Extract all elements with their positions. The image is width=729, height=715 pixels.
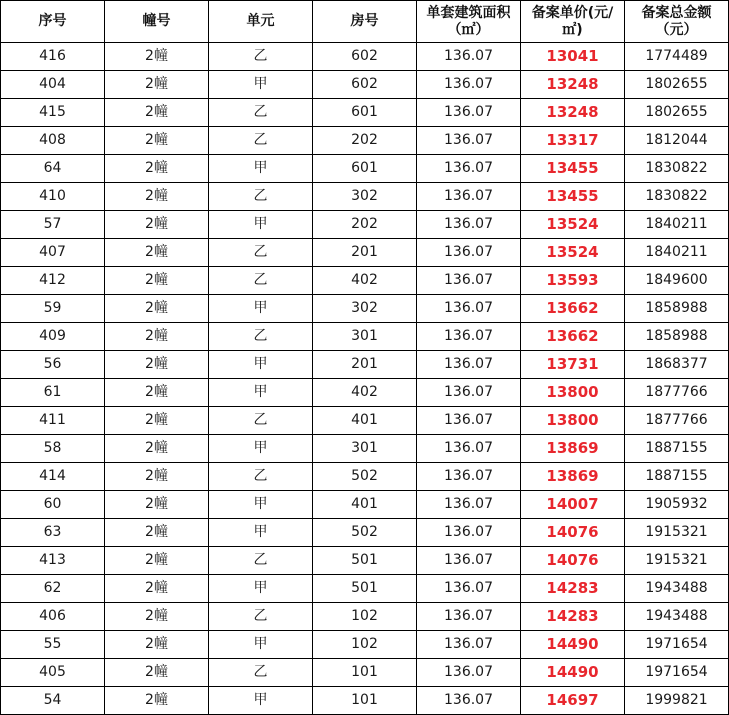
cell-building: 2幢 (105, 575, 209, 603)
cell-building: 2幢 (105, 491, 209, 519)
cell-building: 2幢 (105, 183, 209, 211)
cell-unit: 甲 (209, 211, 313, 239)
cell-building: 2幢 (105, 43, 209, 71)
header-price-unit: ㎡) (562, 21, 583, 38)
header-price-label: 备案单价(元/ (531, 4, 614, 21)
cell-seq: 63 (1, 519, 105, 547)
cell-price: 14490 (521, 631, 625, 659)
cell-seq: 56 (1, 351, 105, 379)
header-seq (1, 1, 105, 43)
cell-price: 13524 (521, 211, 625, 239)
cell-room: 202 (313, 211, 417, 239)
cell-area: 136.07 (417, 659, 521, 687)
header-building (105, 1, 209, 43)
cell-unit: 甲 (209, 631, 313, 659)
cell-price: 14283 (521, 603, 625, 631)
header-area-label: 单套建筑面积 (426, 4, 511, 21)
cell-seq: 412 (1, 267, 105, 295)
cell-total: 1868377 (625, 351, 729, 379)
table-body (1, 43, 729, 715)
cell-seq: 64 (1, 155, 105, 183)
cell-seq: 404 (1, 71, 105, 99)
table-row (1, 659, 729, 687)
cell-room: 201 (313, 239, 417, 267)
header-total-unit: （元） (655, 21, 698, 38)
table-row (1, 71, 729, 99)
table-row (1, 351, 729, 379)
cell-seq: 55 (1, 631, 105, 659)
cell-total: 1802655 (625, 99, 729, 127)
cell-area: 136.07 (417, 407, 521, 435)
cell-total: 1877766 (625, 379, 729, 407)
cell-price: 13248 (521, 99, 625, 127)
cell-building: 2幢 (105, 71, 209, 99)
cell-area: 136.07 (417, 295, 521, 323)
header-seq-label: 序号 (38, 13, 67, 29)
cell-unit: 甲 (209, 575, 313, 603)
cell-seq: 410 (1, 183, 105, 211)
cell-price: 13455 (521, 183, 625, 211)
table-row (1, 239, 729, 267)
cell-unit: 乙 (209, 659, 313, 687)
cell-room: 502 (313, 519, 417, 547)
cell-total: 1840211 (625, 211, 729, 239)
table-row (1, 127, 729, 155)
cell-price: 13455 (521, 155, 625, 183)
cell-unit: 甲 (209, 351, 313, 379)
cell-room: 102 (313, 631, 417, 659)
cell-total: 1802655 (625, 71, 729, 99)
cell-unit: 甲 (209, 155, 313, 183)
table-row (1, 295, 729, 323)
cell-building: 2幢 (105, 463, 209, 491)
cell-building: 2幢 (105, 267, 209, 295)
cell-building: 2幢 (105, 659, 209, 687)
cell-building: 2幢 (105, 211, 209, 239)
cell-area: 136.07 (417, 155, 521, 183)
cell-seq: 413 (1, 547, 105, 575)
table-row (1, 43, 729, 71)
header-area-unit: （㎡） (447, 21, 490, 38)
cell-building: 2幢 (105, 547, 209, 575)
cell-seq: 406 (1, 603, 105, 631)
header-price (521, 1, 625, 43)
cell-room: 401 (313, 407, 417, 435)
cell-seq: 415 (1, 99, 105, 127)
cell-room: 402 (313, 379, 417, 407)
cell-price: 14283 (521, 575, 625, 603)
cell-area: 136.07 (417, 211, 521, 239)
cell-area: 136.07 (417, 99, 521, 127)
cell-building: 2幢 (105, 295, 209, 323)
cell-seq: 407 (1, 239, 105, 267)
cell-room: 501 (313, 547, 417, 575)
table-row (1, 631, 729, 659)
cell-room: 602 (313, 71, 417, 99)
cell-area: 136.07 (417, 435, 521, 463)
cell-unit: 乙 (209, 239, 313, 267)
header-unit (209, 1, 313, 43)
cell-price: 14007 (521, 491, 625, 519)
cell-price: 14490 (521, 659, 625, 687)
cell-price: 13317 (521, 127, 625, 155)
cell-building: 2幢 (105, 603, 209, 631)
cell-total: 1830822 (625, 155, 729, 183)
cell-unit: 乙 (209, 323, 313, 351)
cell-area: 136.07 (417, 491, 521, 519)
cell-room: 101 (313, 687, 417, 715)
cell-area: 136.07 (417, 463, 521, 491)
cell-building: 2幢 (105, 239, 209, 267)
cell-total: 1774489 (625, 43, 729, 71)
header-total (625, 1, 729, 43)
table-row (1, 155, 729, 183)
cell-total: 1943488 (625, 575, 729, 603)
table-row (1, 463, 729, 491)
cell-total: 1812044 (625, 127, 729, 155)
header-row (1, 1, 729, 43)
cell-unit: 乙 (209, 183, 313, 211)
cell-total: 1840211 (625, 239, 729, 267)
header-room-label: 房号 (350, 13, 379, 29)
cell-area: 136.07 (417, 379, 521, 407)
cell-unit: 甲 (209, 71, 313, 99)
cell-price: 13593 (521, 267, 625, 295)
cell-total: 1887155 (625, 463, 729, 491)
cell-building: 2幢 (105, 351, 209, 379)
cell-area: 136.07 (417, 575, 521, 603)
cell-unit: 乙 (209, 547, 313, 575)
cell-room: 202 (313, 127, 417, 155)
cell-total: 1858988 (625, 323, 729, 351)
cell-price: 13800 (521, 379, 625, 407)
cell-total: 1877766 (625, 407, 729, 435)
cell-building: 2幢 (105, 155, 209, 183)
cell-unit: 乙 (209, 127, 313, 155)
header-building-label: 幢号 (142, 13, 171, 29)
cell-seq: 54 (1, 687, 105, 715)
table-row (1, 575, 729, 603)
cell-unit: 乙 (209, 603, 313, 631)
cell-price: 13524 (521, 239, 625, 267)
cell-building: 2幢 (105, 631, 209, 659)
cell-total: 1999821 (625, 687, 729, 715)
cell-unit: 甲 (209, 687, 313, 715)
cell-seq: 59 (1, 295, 105, 323)
cell-area: 136.07 (417, 631, 521, 659)
cell-total: 1887155 (625, 435, 729, 463)
cell-price: 14697 (521, 687, 625, 715)
cell-area: 136.07 (417, 183, 521, 211)
table-row (1, 323, 729, 351)
cell-room: 402 (313, 267, 417, 295)
header-room (313, 1, 417, 43)
cell-building: 2幢 (105, 687, 209, 715)
cell-unit: 甲 (209, 491, 313, 519)
cell-area: 136.07 (417, 267, 521, 295)
cell-room: 102 (313, 603, 417, 631)
cell-unit: 乙 (209, 99, 313, 127)
cell-price: 13248 (521, 71, 625, 99)
cell-room: 501 (313, 575, 417, 603)
cell-room: 602 (313, 43, 417, 71)
cell-unit: 甲 (209, 519, 313, 547)
cell-building: 2幢 (105, 127, 209, 155)
cell-total: 1971654 (625, 659, 729, 687)
cell-total: 1830822 (625, 183, 729, 211)
table-row (1, 407, 729, 435)
cell-seq: 408 (1, 127, 105, 155)
cell-seq: 416 (1, 43, 105, 71)
cell-total: 1849600 (625, 267, 729, 295)
cell-seq: 57 (1, 211, 105, 239)
cell-seq: 62 (1, 575, 105, 603)
cell-room: 401 (313, 491, 417, 519)
cell-area: 136.07 (417, 547, 521, 575)
cell-room: 601 (313, 99, 417, 127)
cell-building: 2幢 (105, 323, 209, 351)
table-row (1, 547, 729, 575)
cell-price: 13869 (521, 435, 625, 463)
cell-price: 14076 (521, 519, 625, 547)
cell-building: 2幢 (105, 99, 209, 127)
cell-area: 136.07 (417, 603, 521, 631)
cell-unit: 乙 (209, 43, 313, 71)
cell-area: 136.07 (417, 71, 521, 99)
cell-area: 136.07 (417, 687, 521, 715)
cell-total: 1858988 (625, 295, 729, 323)
table-row (1, 379, 729, 407)
cell-price: 13041 (521, 43, 625, 71)
cell-area: 136.07 (417, 239, 521, 267)
cell-unit: 甲 (209, 435, 313, 463)
cell-area: 136.07 (417, 351, 521, 379)
cell-area: 136.07 (417, 323, 521, 351)
cell-total: 1943488 (625, 603, 729, 631)
cell-building: 2幢 (105, 407, 209, 435)
cell-room: 301 (313, 435, 417, 463)
table-row (1, 491, 729, 519)
cell-room: 301 (313, 323, 417, 351)
cell-unit: 甲 (209, 295, 313, 323)
cell-room: 601 (313, 155, 417, 183)
cell-price: 13869 (521, 463, 625, 491)
cell-room: 302 (313, 183, 417, 211)
cell-seq: 58 (1, 435, 105, 463)
cell-seq: 60 (1, 491, 105, 519)
table-row (1, 603, 729, 631)
cell-building: 2幢 (105, 519, 209, 547)
cell-price: 13731 (521, 351, 625, 379)
table-row (1, 211, 729, 239)
cell-unit: 甲 (209, 379, 313, 407)
cell-room: 201 (313, 351, 417, 379)
table-row (1, 519, 729, 547)
cell-building: 2幢 (105, 435, 209, 463)
cell-unit: 乙 (209, 463, 313, 491)
table-row (1, 435, 729, 463)
cell-unit: 乙 (209, 407, 313, 435)
cell-building: 2幢 (105, 379, 209, 407)
cell-room: 302 (313, 295, 417, 323)
header-total-label: 备案总金额 (641, 4, 712, 21)
header-area (417, 1, 521, 43)
cell-seq: 61 (1, 379, 105, 407)
cell-price: 14076 (521, 547, 625, 575)
table-row (1, 99, 729, 127)
cell-seq: 411 (1, 407, 105, 435)
cell-room: 502 (313, 463, 417, 491)
cell-total: 1905932 (625, 491, 729, 519)
cell-seq: 409 (1, 323, 105, 351)
cell-area: 136.07 (417, 127, 521, 155)
table-row (1, 183, 729, 211)
cell-total: 1971654 (625, 631, 729, 659)
cell-seq: 405 (1, 659, 105, 687)
cell-seq: 414 (1, 463, 105, 491)
cell-price: 13662 (521, 295, 625, 323)
header-unit-label: 单元 (246, 13, 275, 29)
cell-total: 1915321 (625, 547, 729, 575)
table-row (1, 267, 729, 295)
cell-total: 1915321 (625, 519, 729, 547)
cell-area: 136.07 (417, 43, 521, 71)
cell-unit: 乙 (209, 267, 313, 295)
cell-price: 13662 (521, 323, 625, 351)
table-row (1, 687, 729, 715)
cell-room: 101 (313, 659, 417, 687)
cell-price: 13800 (521, 407, 625, 435)
cell-area: 136.07 (417, 519, 521, 547)
